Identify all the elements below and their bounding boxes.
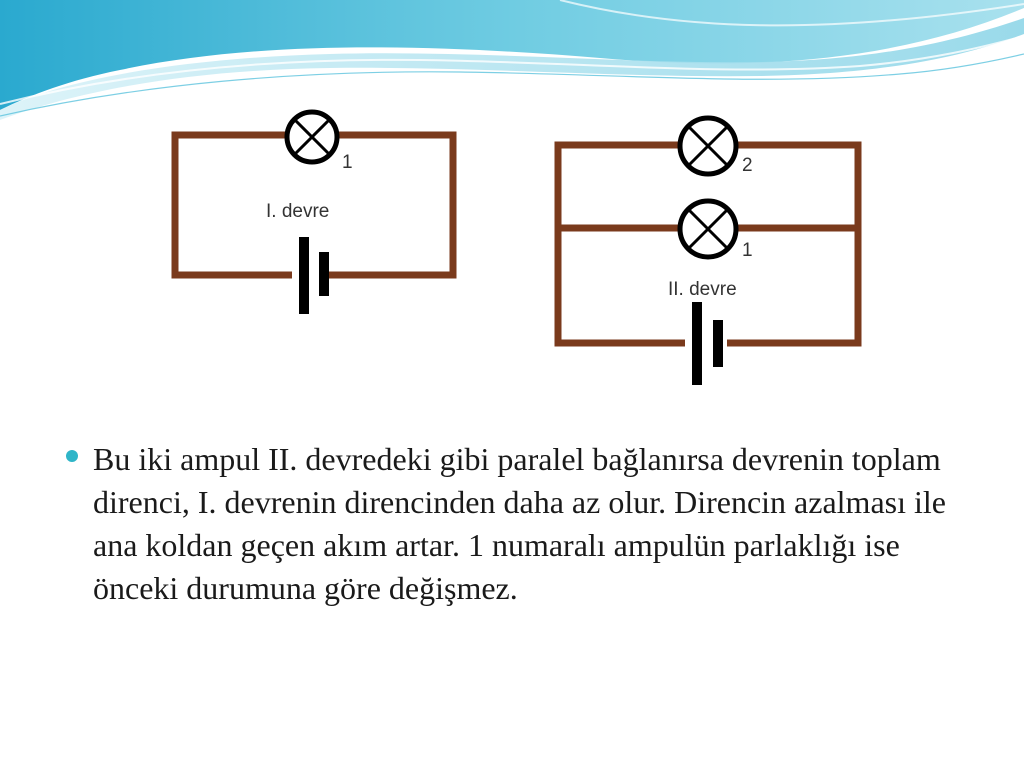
bulb-icon <box>680 201 736 257</box>
circuit-two-diagram <box>540 95 880 400</box>
bullet-text: Bu iki ampul II. devredeki gibi paralel bağlanırsa devrenin toplam direnci, I. devrenin direncinden daha az olur. Direncin azalması ile ana koldan geçen akım artar. 1 numaralı ampulün parlaklığı ise önceki durumuna göre değişmez. <box>93 441 946 606</box>
bullet-item <box>66 438 966 610</box>
circuit-one-diagram <box>160 100 480 340</box>
bulb-number-1: 1 <box>742 240 753 261</box>
bulb-icon <box>680 118 736 174</box>
bulb-icon <box>287 112 337 162</box>
bulb-number-2: 2 <box>742 155 753 176</box>
circuit-two-label: II. devre <box>668 279 737 300</box>
bulb-number-1: 1 <box>342 152 353 173</box>
circuit-one-label: I. devre <box>266 201 330 222</box>
bullet-icon <box>66 450 78 462</box>
